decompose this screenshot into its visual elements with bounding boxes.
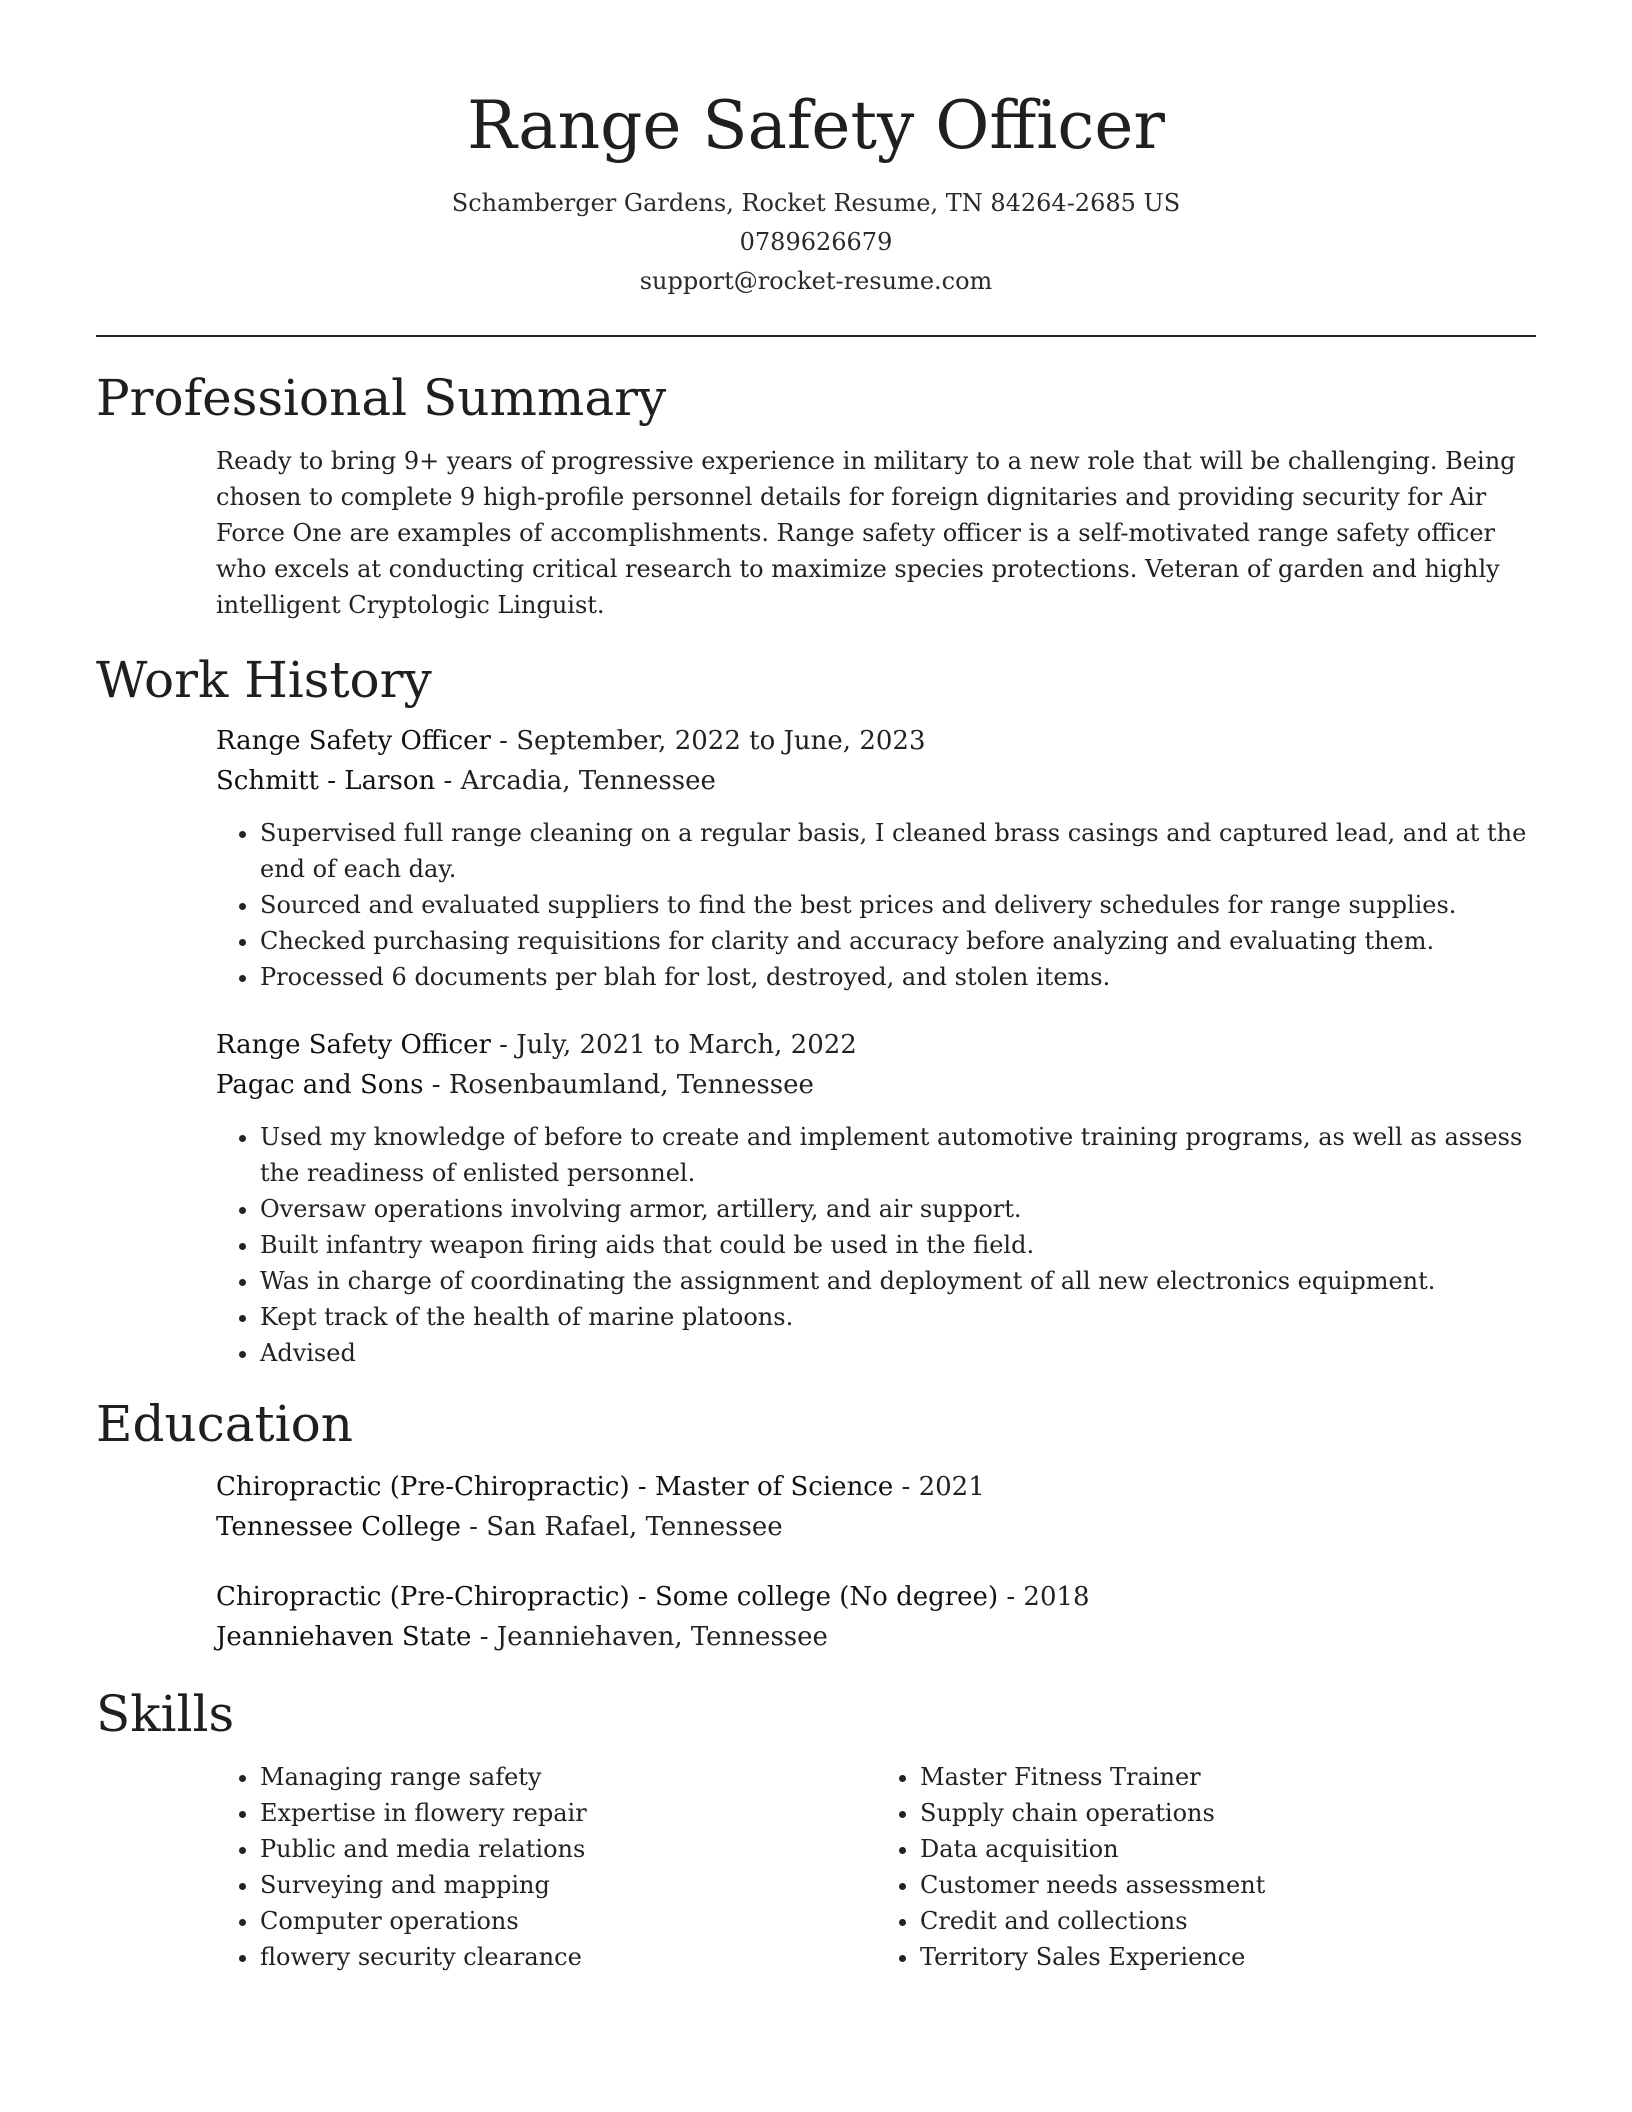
skill-item: • Credit and collections xyxy=(920,1903,1536,1939)
summary-title: Professional Summary xyxy=(96,369,667,427)
job-entry xyxy=(216,721,1536,995)
work-title: Work History xyxy=(96,651,432,709)
list-item: • Used my knowledge of before to create and implement automotive training programs, as well as assess the readiness of enlisted personnel. xyxy=(260,1119,1536,1191)
school-line xyxy=(216,1507,1536,1547)
list-item: • Checked purchasing requisitions for clarity and accuracy before analyzing and evaluating them. xyxy=(260,923,1536,959)
list-item: • Kept track of the health of marine platoons. xyxy=(260,1299,1536,1335)
skill-item: • Managing range safety xyxy=(260,1759,876,1795)
education-section xyxy=(96,1393,1536,1657)
list-item: • Supervised full range cleaning on a regular basis, I cleaned brass casings and captured lead, and at the end of each day. xyxy=(260,815,1536,887)
skill-item: • Data acquisition xyxy=(920,1831,1536,1867)
skills-columns xyxy=(216,1759,1536,1975)
skills-title: Skills xyxy=(96,1685,235,1743)
resume-page xyxy=(96,0,1536,1975)
degree-year: - 2018 xyxy=(998,1582,1090,1612)
education-entry xyxy=(216,1467,1536,1547)
skill-item: • Expertise in flowery repair xyxy=(260,1795,876,1831)
school-location: - San Rafael, Tennessee xyxy=(460,1512,783,1542)
summary-section xyxy=(96,367,1536,623)
school: Tennessee College xyxy=(216,1512,461,1542)
degree-line xyxy=(216,1577,1536,1617)
address: Schamberger Gardens, Rocket Resume, TN 84264-2685 US xyxy=(451,189,1181,217)
school: Jeanniehaven State xyxy=(216,1622,472,1652)
summary-text: Ready to bring 9+ years of progressive experience in military to a new role that will be challenging. Being chosen to complete 9 high-profile personnel details for foreign dignitaries and providing security for Air Force One are examples of accomplishments. Range safety officer is a self-motivated range safety officer who excels at conducting critical research to maximize species protections. Veteran of garden and highly intelligent Cryptologic Linguist. xyxy=(216,447,1516,619)
education-title: Education xyxy=(96,1395,353,1453)
education-entry xyxy=(216,1577,1536,1657)
email: support@rocket-resume.com xyxy=(639,267,993,295)
degree: Chiropractic (Pre-Chiropractic) - Master of Science xyxy=(216,1472,894,1502)
header-divider xyxy=(96,335,1536,337)
skill-item: • Surveying and mapping xyxy=(260,1867,876,1903)
skill-item: • Computer operations xyxy=(260,1903,876,1939)
job-company: Schmitt - Larson xyxy=(216,766,436,796)
skill-item: • Public and media relations xyxy=(260,1831,876,1867)
list-item: • Processed 6 documents per blah for lost, destroyed, and stolen items. xyxy=(260,959,1536,995)
list-item: • Was in charge of coordinating the assignment and deployment of all new electronics equipment. xyxy=(260,1263,1536,1299)
phone: 0789626679 xyxy=(739,228,893,256)
school-location: - Jeanniehaven, Tennessee xyxy=(471,1622,828,1652)
skills-section xyxy=(96,1683,1536,1975)
job-role: Range Safety Officer xyxy=(216,1030,491,1060)
candidate-name: Range Safety Officer xyxy=(467,87,1165,164)
job-entry xyxy=(216,1025,1536,1371)
job-bullets xyxy=(216,815,1536,995)
degree-year: - 2021 xyxy=(893,1472,985,1502)
job-role-line xyxy=(216,1025,1536,1065)
job-company-line xyxy=(216,761,1536,801)
resume-header xyxy=(96,0,1536,301)
skill-item: • Master Fitness Trainer xyxy=(920,1759,1536,1795)
school-line xyxy=(216,1617,1536,1657)
job-dates: - July, 2021 to March, 2022 xyxy=(490,1030,857,1060)
job-location: - Arcadia, Tennessee xyxy=(435,766,716,796)
job-location: - Rosenbaumland, Tennessee xyxy=(423,1070,814,1100)
job-bullets xyxy=(216,1119,1536,1371)
skill-item: • Territory Sales Experience xyxy=(920,1939,1536,1975)
degree-line xyxy=(216,1467,1536,1507)
list-item: • Advised xyxy=(260,1335,1536,1371)
skills-list-right xyxy=(876,1759,1536,1975)
job-company: Pagac and Sons xyxy=(216,1070,424,1100)
skills-list-left xyxy=(216,1759,876,1975)
job-role-line xyxy=(216,721,1536,761)
skill-item: • Customer needs assessment xyxy=(920,1867,1536,1903)
list-item: • Oversaw operations involving armor, artillery, and air support. xyxy=(260,1191,1536,1227)
list-item: • Built infantry weapon firing aids that could be used in the field. xyxy=(260,1227,1536,1263)
contact-block xyxy=(96,184,1536,301)
degree: Chiropractic (Pre-Chiropractic) - Some college (No degree) xyxy=(216,1582,999,1612)
job-role: Range Safety Officer xyxy=(216,726,491,756)
skill-item: • flowery security clearance xyxy=(260,1939,876,1975)
skill-item: • Supply chain operations xyxy=(920,1795,1536,1831)
list-item: • Sourced and evaluated suppliers to find the best prices and delivery schedules for range supplies. xyxy=(260,887,1536,923)
job-company-line xyxy=(216,1065,1536,1105)
work-section xyxy=(96,649,1536,1371)
job-dates: - September, 2022 to June, 2023 xyxy=(490,726,926,756)
